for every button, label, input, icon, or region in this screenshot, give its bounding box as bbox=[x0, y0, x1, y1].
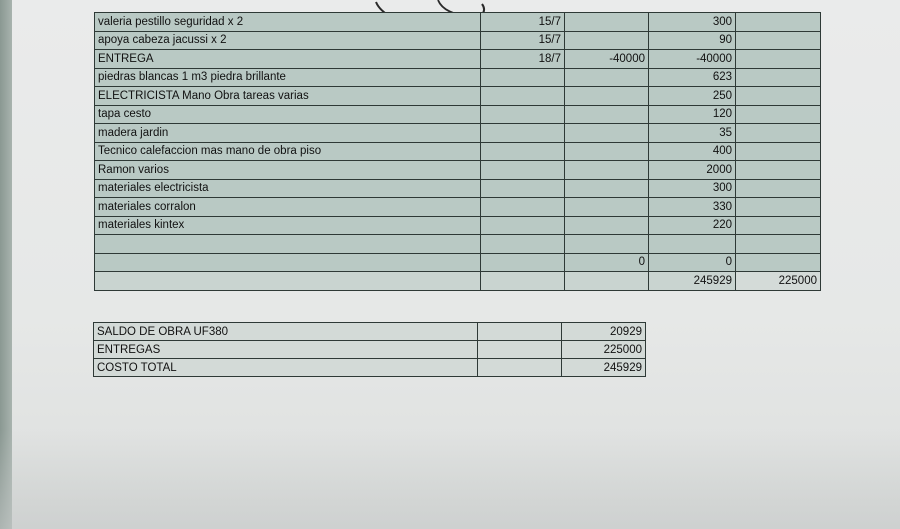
item-description: apoya cabeza jacussi x 2 bbox=[95, 31, 481, 50]
item-date: 15/7 bbox=[481, 31, 565, 50]
item-description: materiales kintex bbox=[95, 216, 481, 235]
item-description: madera jardin bbox=[95, 124, 481, 143]
item-date bbox=[481, 179, 565, 198]
table-row bbox=[95, 50, 821, 69]
item-description: valeria pestillo seguridad x 2 bbox=[95, 13, 481, 32]
item-extra bbox=[736, 142, 821, 161]
item-amount: 623 bbox=[649, 68, 736, 87]
item-date bbox=[481, 87, 565, 106]
item-date bbox=[481, 272, 565, 291]
item-amount: 300 bbox=[649, 13, 736, 32]
summary-table bbox=[93, 322, 646, 377]
item-date bbox=[481, 142, 565, 161]
item-amount: 0 bbox=[649, 253, 736, 272]
item-extra bbox=[736, 124, 821, 143]
table-row bbox=[95, 87, 821, 106]
item-amount: 300 bbox=[649, 179, 736, 198]
item-payment bbox=[565, 31, 649, 50]
item-description: ENTREGA bbox=[95, 50, 481, 69]
item-extra bbox=[736, 253, 821, 272]
item-extra bbox=[736, 235, 821, 254]
item-payment bbox=[565, 13, 649, 32]
item-payment bbox=[565, 68, 649, 87]
item-date bbox=[481, 68, 565, 87]
summary-row bbox=[94, 359, 646, 377]
item-amount bbox=[649, 235, 736, 254]
item-description: piedras blancas 1 m3 piedra brillante bbox=[95, 68, 481, 87]
item-payment bbox=[565, 142, 649, 161]
item-payment bbox=[565, 161, 649, 180]
item-payment bbox=[565, 235, 649, 254]
item-extra: 225000 bbox=[736, 272, 821, 291]
table-row bbox=[95, 235, 821, 254]
item-extra bbox=[736, 13, 821, 32]
item-amount: 400 bbox=[649, 142, 736, 161]
item-amount: 90 bbox=[649, 31, 736, 50]
item-date bbox=[481, 124, 565, 143]
summary-blank bbox=[478, 341, 562, 359]
item-date bbox=[481, 161, 565, 180]
item-extra bbox=[736, 31, 821, 50]
item-extra bbox=[736, 198, 821, 217]
item-date bbox=[481, 253, 565, 272]
summary-label: COSTO TOTAL bbox=[94, 359, 478, 377]
table-row bbox=[95, 105, 821, 124]
item-description bbox=[95, 272, 481, 291]
item-extra bbox=[736, 105, 821, 124]
item-payment: -40000 bbox=[565, 50, 649, 69]
item-amount: 35 bbox=[649, 124, 736, 143]
table-row bbox=[95, 179, 821, 198]
item-extra bbox=[736, 87, 821, 106]
table-row bbox=[95, 68, 821, 87]
summary-blank bbox=[478, 323, 562, 341]
item-amount: 2000 bbox=[649, 161, 736, 180]
expenses-table bbox=[94, 12, 821, 291]
item-date: 18/7 bbox=[481, 50, 565, 69]
item-date bbox=[481, 216, 565, 235]
item-description: Ramon varios bbox=[95, 161, 481, 180]
item-description: materiales electricista bbox=[95, 179, 481, 198]
item-amount: 220 bbox=[649, 216, 736, 235]
item-extra bbox=[736, 179, 821, 198]
item-extra bbox=[736, 68, 821, 87]
item-description: Tecnico calefaccion mas mano de obra piso bbox=[95, 142, 481, 161]
summary-row bbox=[94, 323, 646, 341]
summary-value: 225000 bbox=[562, 341, 646, 359]
item-payment bbox=[565, 87, 649, 106]
item-amount: 245929 bbox=[649, 272, 736, 291]
table-row bbox=[95, 272, 821, 291]
item-amount: 120 bbox=[649, 105, 736, 124]
summary-label: ENTREGAS bbox=[94, 341, 478, 359]
item-date bbox=[481, 198, 565, 217]
item-description bbox=[95, 253, 481, 272]
item-date bbox=[481, 235, 565, 254]
summary-blank bbox=[478, 359, 562, 377]
table-row bbox=[95, 198, 821, 217]
item-payment bbox=[565, 272, 649, 291]
item-description: materiales corralon bbox=[95, 198, 481, 217]
summary-label: SALDO DE OBRA UF380 bbox=[94, 323, 478, 341]
item-extra bbox=[736, 161, 821, 180]
summary-value: 245929 bbox=[562, 359, 646, 377]
item-description: ELECTRICISTA Mano Obra tareas varias bbox=[95, 87, 481, 106]
table-row bbox=[95, 142, 821, 161]
summary-row bbox=[94, 341, 646, 359]
table-row bbox=[95, 13, 821, 32]
item-extra bbox=[736, 216, 821, 235]
item-date: 15/7 bbox=[481, 13, 565, 32]
table-row bbox=[95, 31, 821, 50]
item-amount: 250 bbox=[649, 87, 736, 106]
summary-value: 20929 bbox=[562, 323, 646, 341]
item-description: tapa cesto bbox=[95, 105, 481, 124]
item-extra bbox=[736, 50, 821, 69]
item-date bbox=[481, 105, 565, 124]
table-row bbox=[95, 253, 821, 272]
item-description bbox=[95, 235, 481, 254]
item-payment bbox=[565, 105, 649, 124]
item-payment bbox=[565, 216, 649, 235]
item-amount: -40000 bbox=[649, 50, 736, 69]
item-payment bbox=[565, 179, 649, 198]
item-amount: 330 bbox=[649, 198, 736, 217]
item-payment bbox=[565, 124, 649, 143]
table-row bbox=[95, 161, 821, 180]
table-row bbox=[95, 124, 821, 143]
item-payment: 0 bbox=[565, 253, 649, 272]
table-row bbox=[95, 216, 821, 235]
item-payment bbox=[565, 198, 649, 217]
